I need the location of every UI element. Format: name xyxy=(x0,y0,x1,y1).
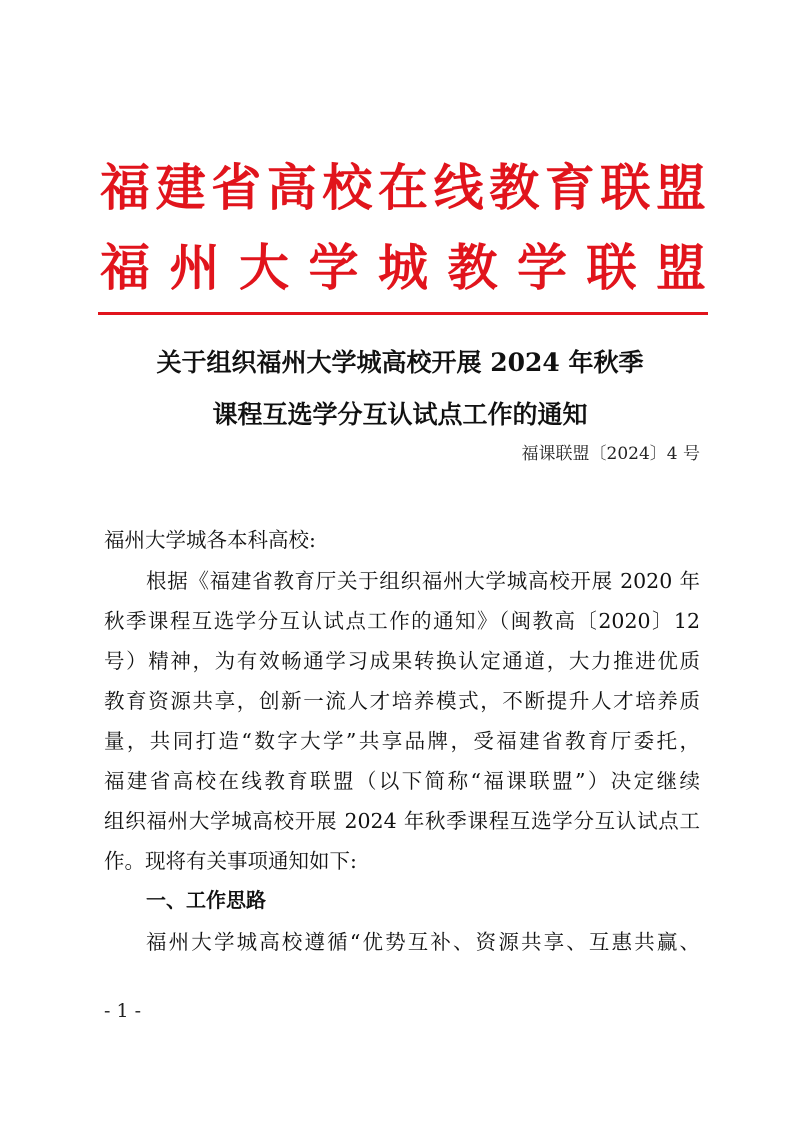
section-heading: 一、工作思路 xyxy=(146,888,266,912)
addressee: 福州大学城各本科高校: xyxy=(104,528,316,552)
paragraph-line: 福州大学城高校遵循“优势互补、资源共享、互惠共赢、 xyxy=(146,930,700,954)
letterhead-line-1: 福建省高校在线教育联盟 xyxy=(100,158,706,217)
letterhead-divider xyxy=(98,312,708,315)
letterhead-line-2: 福州大学城教学联盟 xyxy=(100,238,706,297)
paragraph-line: 教育资源共享，创新一流人才培养模式，不断提升人才培养质 xyxy=(104,689,700,713)
paragraph-line: 组织福州大学城高校开展 2024 年秋季课程互选学分互认试点工 xyxy=(104,809,700,833)
paragraph-line: 福建省高校在线教育联盟（以下简称“福课联盟”）决定继续 xyxy=(104,769,700,793)
paragraph-line: 作。现将有关事项通知如下: xyxy=(104,849,357,873)
document-title-line-1: 关于组织福州大学城高校开展 2024 年秋季 xyxy=(156,348,644,377)
paragraph-line: 量，共同打造“数字大学”共享品牌，受福建省教育厅委托， xyxy=(104,729,700,753)
paragraph-line: 号）精神，为有效畅通学习成果转换认定通道，大力推进优质 xyxy=(104,649,700,673)
paragraph-line: 秋季课程互选学分互认试点工作的通知》（闽教高〔2020〕12 xyxy=(104,609,700,633)
paragraph-line: 根据《福建省教育厅关于组织福州大学城高校开展 2020 年 xyxy=(146,569,700,593)
document-number: 福课联盟〔2024〕4 号 xyxy=(521,444,700,464)
page-number: - 1 - xyxy=(104,1000,142,1022)
document-title-line-2: 课程互选学分互认试点工作的通知 xyxy=(212,400,588,429)
